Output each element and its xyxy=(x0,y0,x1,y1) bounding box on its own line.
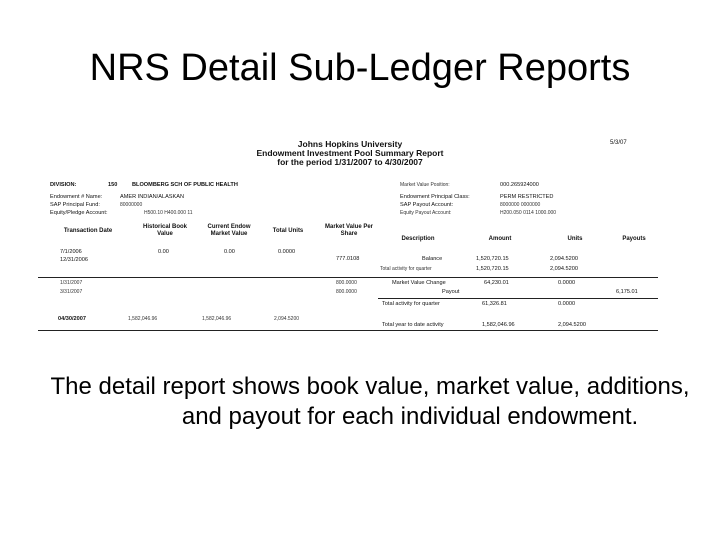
row0-units: 0.0000 xyxy=(278,249,296,255)
col-description: Description xyxy=(401,236,435,242)
info-value-mv-position: 000.265924000 xyxy=(500,182,539,188)
row0-units2: 2,094.5200 xyxy=(550,256,578,262)
report-name: Endowment Investment Pool Summary Report xyxy=(256,148,444,158)
row5-book: 1,582,046.96 xyxy=(128,316,158,322)
row2-desc: Market Value Change xyxy=(392,280,446,286)
row0-desc: Balance xyxy=(422,256,443,262)
report-date: 5/3/07 xyxy=(610,140,627,146)
col-total-units: Total Units xyxy=(272,228,304,234)
row1-units2: 2,094.5200 xyxy=(550,266,578,272)
info-label-division: DIVISION: xyxy=(50,182,77,188)
caption-text: The detail report shows book value, market value, additions, and payout for each individual endowment. xyxy=(50,373,690,430)
info-label-principal-fund: SAP Principal Fund: xyxy=(50,202,100,208)
slide-caption xyxy=(40,372,700,432)
row5-desc: Total year to date activity xyxy=(382,322,444,328)
row5-amount: 1,582,046.96 xyxy=(482,322,515,328)
col-payouts: Payouts xyxy=(622,236,646,242)
info-label-mv-position: Market Value Position: xyxy=(400,182,450,188)
col-units: Units xyxy=(567,236,583,242)
col-amount: Amount xyxy=(488,236,512,242)
report-rule-1 xyxy=(38,277,658,278)
row5-units2: 2,094.5200 xyxy=(558,322,586,328)
row5-current: 1,582,046.96 xyxy=(202,316,232,322)
report-rule-3 xyxy=(38,330,658,331)
report-period: for the period 1/31/2007 to 4/30/2007 xyxy=(277,157,423,167)
info-label-payout-account: SAP Payout Account: xyxy=(400,202,454,208)
row2-mvps: 800.0000 xyxy=(336,280,357,286)
row0-amount: 1,520,720.15 xyxy=(476,256,509,262)
row5-units: 2,094.5200 xyxy=(274,316,300,322)
info-value-principal-fund: 80000000 xyxy=(120,202,143,208)
row0-mvps: 777.0108 xyxy=(336,256,360,262)
info-value-payout-account: 8000000 0000000 xyxy=(500,202,541,208)
row0-book: 0.00 xyxy=(158,249,169,255)
col-historical-book-value: Historical Book Value xyxy=(142,224,187,237)
row4-units2: 0.0000 xyxy=(558,301,576,307)
info-value-principal-class: PERM RESTRICTED xyxy=(500,194,554,200)
row3-date: 3/31/2007 xyxy=(60,289,83,295)
col-transaction-date: Transaction Date xyxy=(63,228,113,234)
row0-current: 0.00 xyxy=(224,249,235,255)
info-code-division: 150 xyxy=(108,182,118,188)
row4-amount: 61,326.81 xyxy=(482,301,507,307)
col-current-market-value: Current Endow Market Value xyxy=(207,224,251,237)
col-market-value-per-share: Market Value Per Share xyxy=(324,224,374,237)
row0-date: 7/1/2006 xyxy=(60,249,82,255)
info-value-equity-account: H500.10 H400.000 11 xyxy=(144,210,193,216)
row3-mvps: 800.0000 xyxy=(336,289,357,295)
row3-desc: Payout xyxy=(442,289,460,295)
row1-amount: 1,520,720.15 xyxy=(476,266,509,272)
row1-desc: Total activity for quarter xyxy=(380,266,432,272)
slide-title: NRS Detail Sub-Ledger Reports xyxy=(89,47,631,89)
report-org: Johns Hopkins University xyxy=(297,139,403,149)
row1-date: 12/31/2006 xyxy=(60,257,88,263)
info-value-division: BLOOMBERG SCH OF PUBLIC HEALTH xyxy=(132,182,238,188)
row2-amount: 64,230.01 xyxy=(484,280,509,286)
row4-desc: Total activity for quarter xyxy=(382,301,440,307)
info-label-endowment: Endowment # Name: xyxy=(50,194,103,200)
info-label-equity-payout: Equity Payout Account: xyxy=(400,210,452,216)
row2-date: 1/31/2007 xyxy=(60,280,83,286)
info-value-endowment: AMER INDIAN/ALASKAN xyxy=(120,194,185,200)
report-image xyxy=(38,132,662,342)
info-value-equity-payout: H200.050 0114 1000.000 xyxy=(500,210,557,216)
report-rule-2 xyxy=(378,298,658,299)
info-label-principal-class: Endowment Principal Class: xyxy=(400,194,470,200)
info-label-equity-account: Equity/Pledge Account: xyxy=(50,210,108,216)
row3-payout: 6,175.01 xyxy=(616,289,638,295)
row5-date: 04/30/2007 xyxy=(58,316,86,322)
row2-units2: 0.0000 xyxy=(558,280,576,286)
